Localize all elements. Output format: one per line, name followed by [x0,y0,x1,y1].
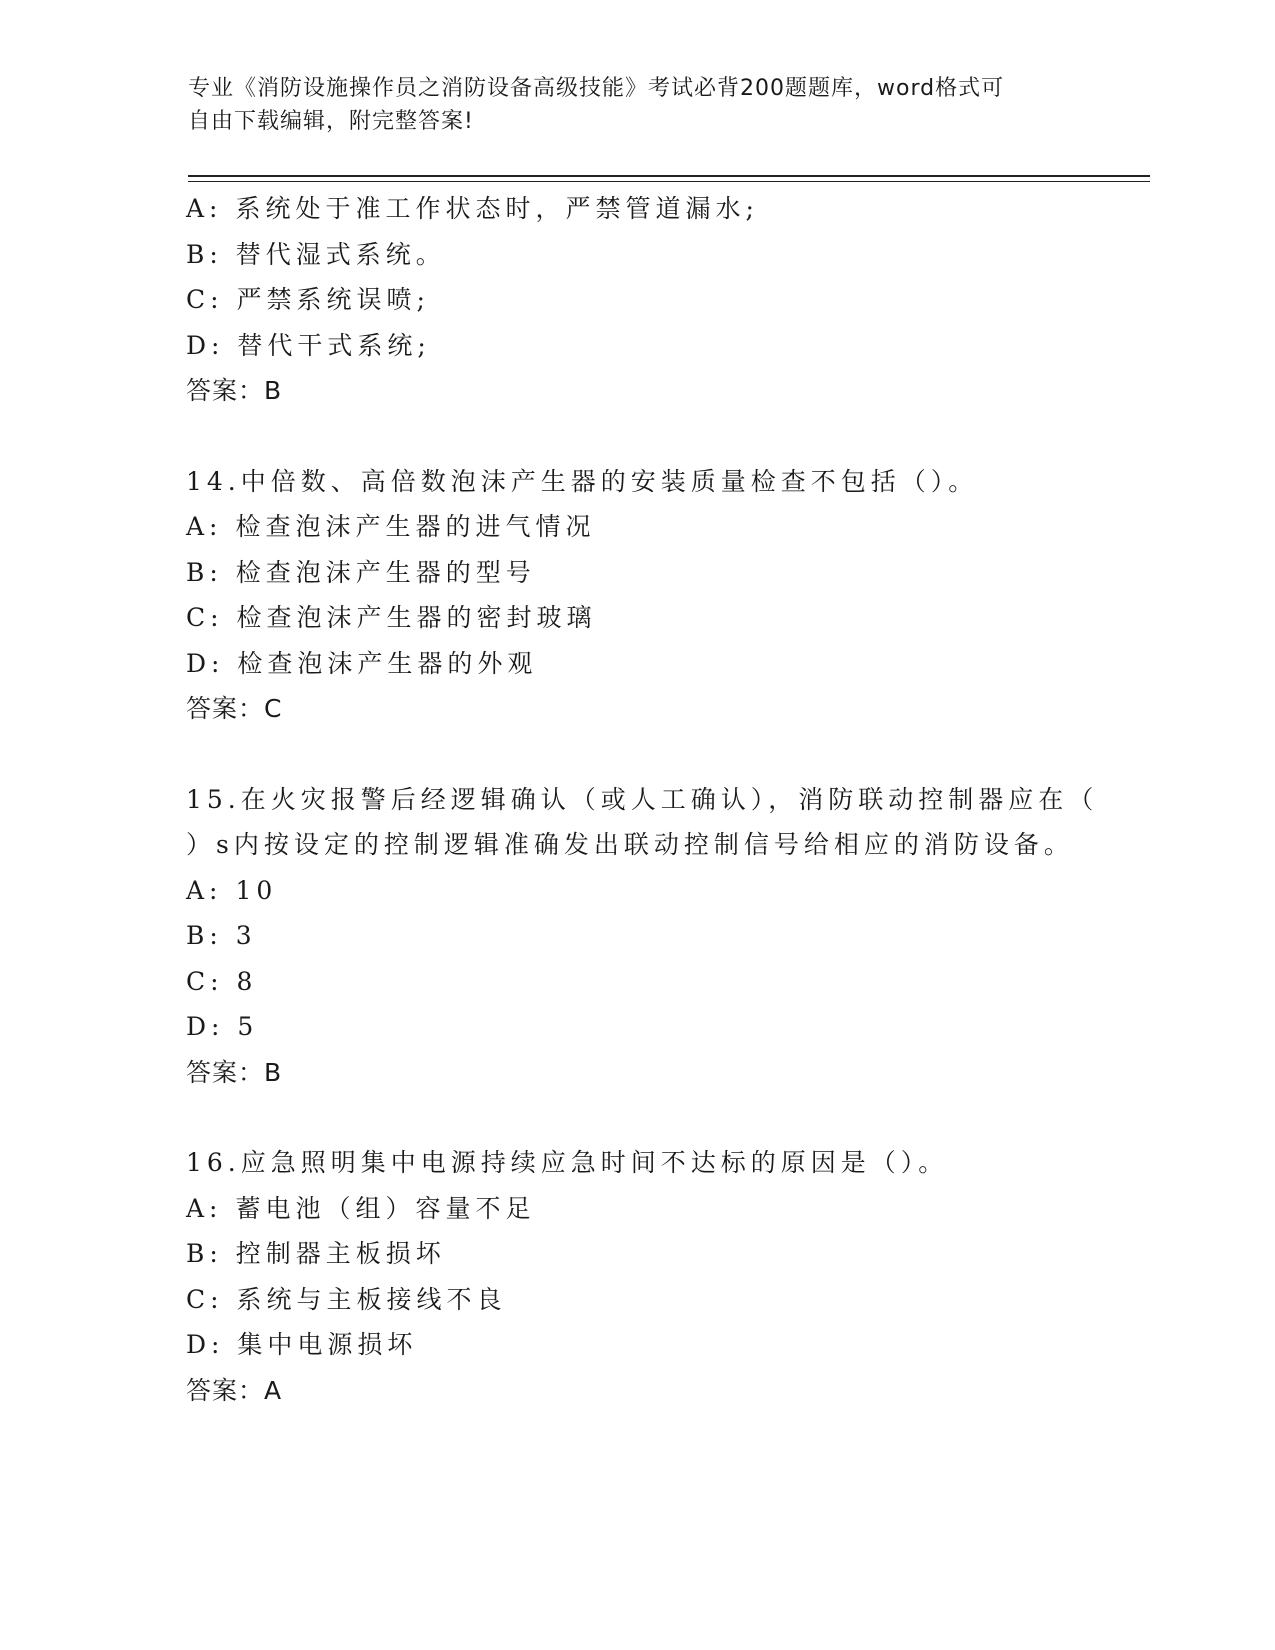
option-c: C: 严禁系统误喷; [186,285,430,314]
option-c: C: 8 [186,966,258,996]
option-d: D: 替代干式系统; [186,330,431,360]
option-d: D: 5 [186,1012,259,1041]
option-a: A: 系统处于准工作状态时，严禁管道漏水; [186,194,759,223]
option-a: A: 10 [186,875,278,905]
option-b: B: 控制器主板损坏 [186,1239,446,1268]
question-stem: 16.应急照明集中电源持续应急时间不达标的原因是（）。 [186,1148,949,1177]
option-a: A: 检查泡沫产生器的进气情况 [186,512,596,541]
option-b: B: 检查泡沫产生器的型号 [186,557,536,587]
question-stem-continued: ）s内按设定的控制逻辑准确发出联动控制信号给相应的消防设备。 [186,830,1074,859]
header-divider-thick [188,175,1150,177]
question-14 [186,459,1146,732]
option-c: C: 系统与主板接线不良 [186,1284,507,1314]
option-c: C: 检查泡沫产生器的密封玻璃 [186,603,597,632]
carry-over-question [186,186,1146,414]
answer-line: 答案：C [186,694,283,723]
answer-line: 答案：B [186,376,283,405]
answer-line: 答案：A [186,1375,283,1405]
option-b: B: 替代湿式系统。 [186,239,446,269]
question-stem: 15.在火灾报警后经逻辑确认（或人工确认），消防联动控制器应在（ [186,784,1099,814]
question-15 [186,777,1146,1096]
question-stem: 14.中倍数、高倍数泡沫产生器的安装质量检查不包括（）。 [186,466,979,496]
header-divider-thin [188,181,1150,182]
option-d: D: 检查泡沫产生器的外观 [186,648,538,678]
answer-line: 答案：B [186,1057,283,1087]
option-b: B: 3 [186,921,257,950]
option-d: D: 集中电源损坏 [186,1330,418,1359]
question-16 [186,1140,1146,1413]
header-line-2: 自由下载编辑，附完整答案! [188,109,474,134]
question-content [186,186,1146,1413]
header-line-1: 专业《消防设施操作员之消防设备高级技能》考试必背200题题库，word格式可 [188,76,1005,101]
option-a: A: 蓄电池（组）容量不足 [186,1193,536,1223]
document-header [188,72,1068,138]
